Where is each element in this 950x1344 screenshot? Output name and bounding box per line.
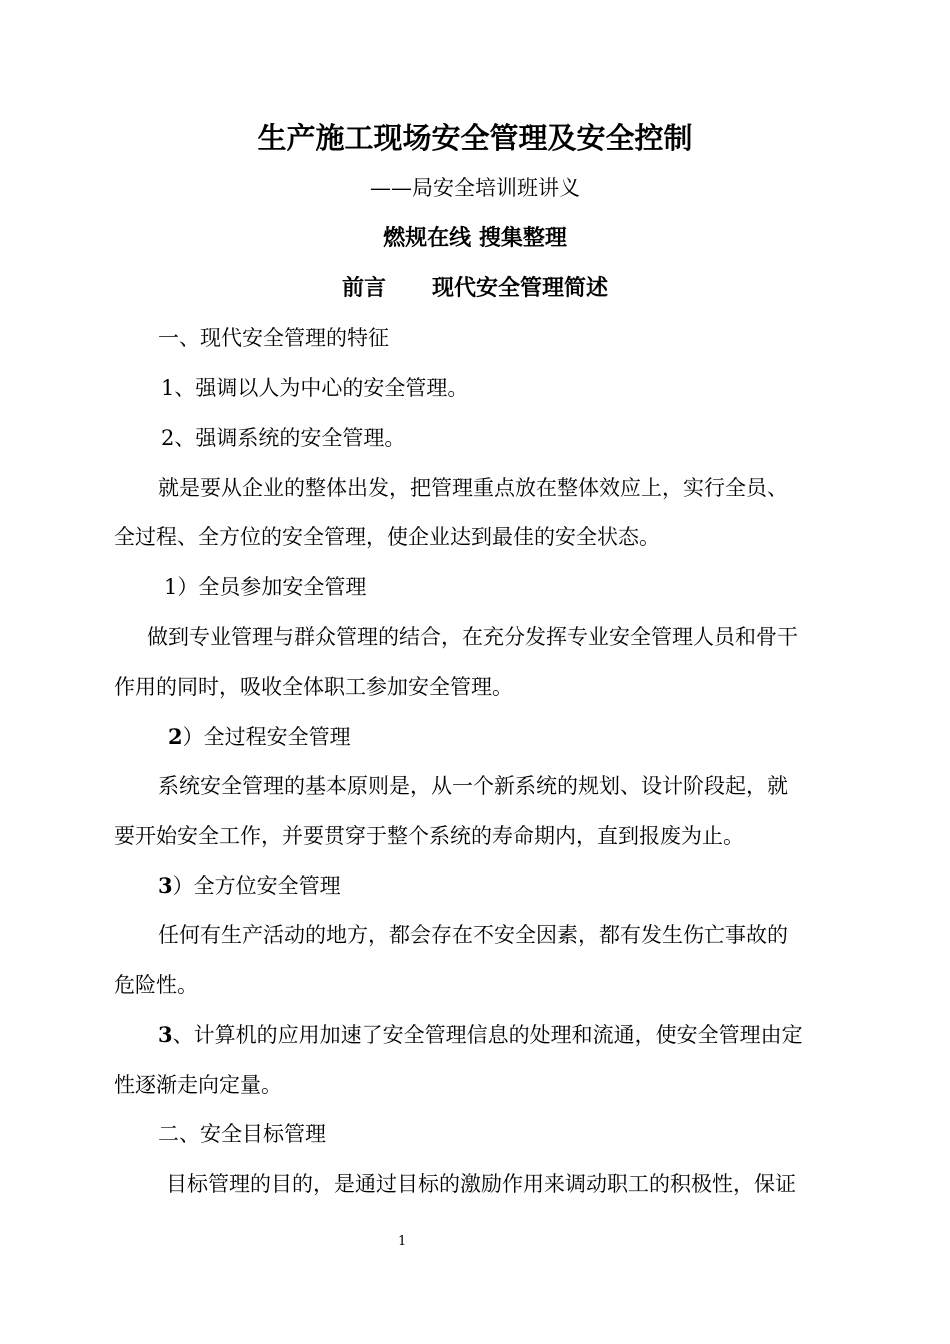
paragraph-line: 就是要从企业的整体出发，把管理重点放在整体效应上，实行全员、 — [158, 476, 788, 500]
paragraph-line: 目标管理的目的，是通过目标的激励作用来调动职工的积极性，保证 — [166, 1172, 796, 1196]
subsection-number: 3 — [158, 873, 173, 898]
list-item: 2、强调系统的安全管理。 — [161, 426, 406, 450]
preface-heading: 前言 现代安全管理简述 — [342, 275, 608, 301]
page-number: 1 — [398, 1234, 407, 1249]
section1-heading: 一、现代安全管理的特征 — [158, 326, 389, 350]
subsection-text: ）全过程安全管理 — [182, 725, 351, 749]
paragraph-line: 做到专业管理与群众管理的结合，在充分发挥专业安全管理人员和骨干 — [147, 625, 798, 649]
paragraph-line: 全过程、全方位的安全管理，使企业达到最佳的安全状态。 — [114, 525, 660, 549]
paragraph-line: 要开始安全工作，并要贯穿于整个系统的寿命期内，直到报废为止。 — [114, 824, 744, 848]
document-subtitle: ——局安全培训班讲义 — [370, 176, 580, 200]
list-item: 1、强调以人为中心的安全管理。 — [161, 376, 469, 400]
subsection-heading — [168, 722, 351, 752]
paragraph-line: 作用的同时，吸收全体职工参加安全管理。 — [114, 675, 513, 699]
source-line: 燃规在线 搜集整理 — [383, 225, 567, 251]
list-item-number: 3 — [158, 1022, 173, 1047]
document-title: 生产施工现场安全管理及安全控制 — [257, 121, 693, 155]
list-item — [158, 1020, 803, 1050]
paragraph-line: 任何有生产活动的地方，都会存在不安全因素，都有发生伤亡事故的 — [158, 923, 788, 947]
subsection-number: 2 — [168, 724, 183, 749]
subsection-heading — [158, 871, 341, 901]
subsection-text: ）全方位安全管理 — [172, 874, 341, 898]
list-item-text: 、计算机的应用加速了安全管理信息的处理和流通，使安全管理由定 — [172, 1023, 803, 1047]
section2-heading: 二、安全目标管理 — [158, 1122, 326, 1146]
paragraph-line: 危险性。 — [114, 973, 198, 997]
paragraph-line: 系统安全管理的基本原则是，从一个新系统的规划、设计阶段起，就 — [158, 774, 788, 798]
subsection-heading: 1）全员参加安全管理 — [164, 575, 367, 599]
paragraph-line: 性逐渐走向定量。 — [114, 1073, 282, 1097]
